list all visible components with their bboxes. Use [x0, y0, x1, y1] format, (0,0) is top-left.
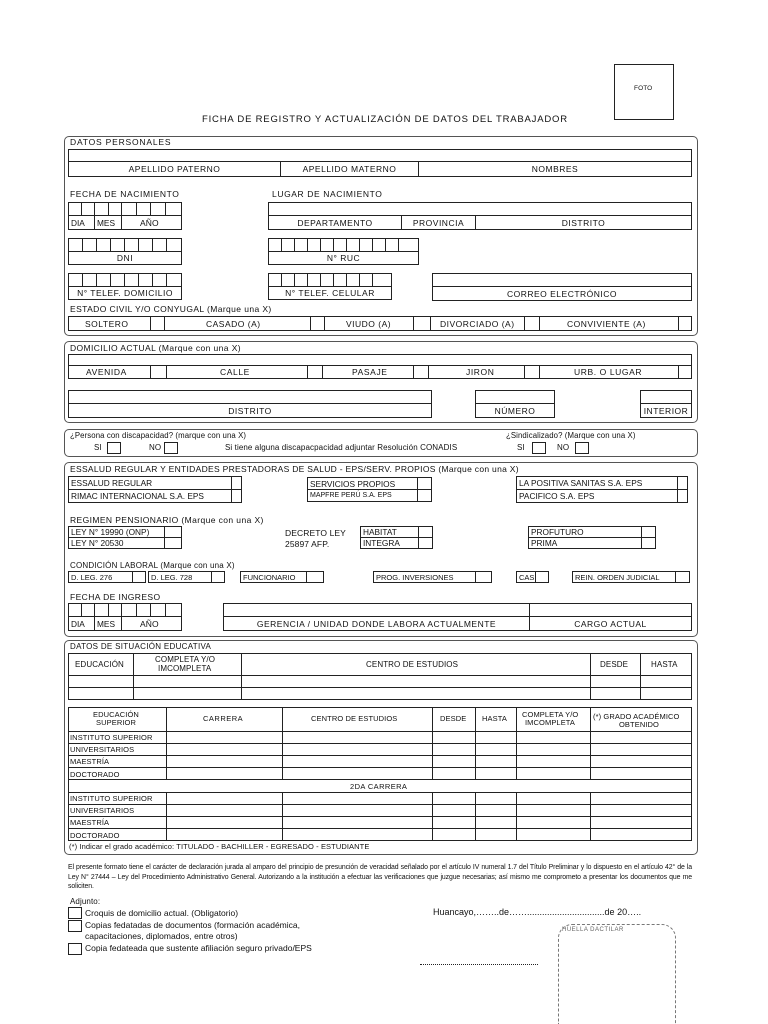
- calle-label: CALLE: [220, 367, 250, 377]
- row-doctorado: DOCTORADO: [70, 770, 120, 779]
- estado-civil-label: ESTADO CIVIL Y/O CONYUGAL (Marque una X): [70, 304, 272, 314]
- laboral-title: CONDICIÓN LABORAL (Marque con una X): [70, 561, 235, 570]
- sup-hasta-header: HASTA: [482, 714, 507, 723]
- adjunto-title: Adjunto:: [70, 897, 101, 906]
- grado-footnote: (*) Indicar el grado académico: TITULADO - BACHILLER - EGRESADO - ESTUDIANTE: [69, 842, 370, 851]
- eps-checkbox[interactable]: [68, 943, 82, 955]
- declaracion-text: El presente formato tiene el carácter de declaración jurada al amparo del principio de presunción de veracidad señalado por el artículo IV numeral 1.7 del Título Preliminar y lo dispuesto en el artículo 42° de la Ley N° 27444 – Ley del Procedimiento Administrativo General. Autorizando a la institución a efectuar las verificaciones que juzgue necesarias; así mismo me comprometo a presentar los documentos que me soliciten.: [68, 864, 692, 890]
- lugar-fecha: Huancayo,……..de……...............................de 20…..: [433, 907, 642, 917]
- mapfre-checkbox[interactable]: [417, 489, 432, 502]
- sindicalizado-question: ¿Sindicalizado? (Marque con una X): [506, 431, 636, 440]
- sindicalizado-no-label: NO: [557, 443, 570, 452]
- funcionario-checkbox[interactable]: [306, 571, 324, 583]
- eps-label: Copia fedateada que sustente afiliación seguro privado/EPS: [85, 943, 312, 953]
- integra-checkbox[interactable]: [418, 537, 433, 549]
- lugar-nacimiento-label: LUGAR DE NACIMIENTO: [272, 189, 383, 199]
- prima-label: PRIMA: [528, 537, 642, 549]
- discapacidad-no-label: NO: [149, 443, 162, 452]
- ley20530-checkbox[interactable]: [164, 537, 182, 549]
- essalud-checkbox[interactable]: [231, 476, 242, 490]
- provincia-label: PROVINCIA: [401, 215, 476, 230]
- correo-input[interactable]: [432, 273, 692, 287]
- sup-desde-header: DESDE: [440, 714, 467, 723]
- prog-checkbox[interactable]: [475, 571, 492, 583]
- discapacidad-si-checkbox[interactable]: [107, 442, 121, 454]
- profuturo-label: PROFUTURO: [528, 526, 642, 538]
- decreto-label-2: 25897 AFP.: [285, 539, 330, 549]
- cas-checkbox[interactable]: [535, 571, 549, 583]
- huella-label: HUELLA DACTILAR: [562, 927, 624, 933]
- discapacidad-question: ¿Persona con discapacidad? (marque con una X): [70, 431, 247, 440]
- cargo-label: CARGO ACTUAL: [529, 616, 692, 631]
- ley20530-label: LEY N° 20530: [68, 537, 165, 549]
- essalud-label: ESSALUD REGULAR: [68, 476, 232, 490]
- row2-maestria: MAESTRÍA: [70, 818, 110, 827]
- hasta-header: HASTA: [651, 660, 678, 669]
- row2-instituto: INSTITUTO SUPERIOR: [70, 794, 153, 803]
- domicilio-distrito-label: DISTRITO: [68, 403, 432, 418]
- avenida-label: AVENIDA: [86, 367, 127, 377]
- funcionario-label: FUNCIONARIO: [240, 571, 307, 583]
- habitat-label: HABITAT: [360, 526, 419, 538]
- section-personal-title: DATOS PERSONALES: [70, 137, 172, 147]
- edu-sup-header-1: EDUCACIÓN: [93, 710, 139, 719]
- discapacidad-note: Si tiene alguna discapacpacidad adjuntar Resolución CONADIS: [225, 443, 458, 452]
- nombres-label: NOMBRES: [418, 161, 692, 177]
- telef-celular-label: N° TELEF. CELULAR: [268, 286, 392, 300]
- interior-label: INTERIOR: [640, 403, 692, 418]
- ingreso-anio-label: AÑO: [140, 619, 159, 629]
- rein-checkbox[interactable]: [675, 571, 690, 583]
- photo-label: FOTO: [634, 85, 653, 92]
- dleg728-label: D. LEG. 728: [148, 571, 212, 583]
- positiva-label: LA POSITIVA SANITAS S.A. EPS: [516, 476, 678, 490]
- copias-checkbox[interactable]: [68, 920, 82, 932]
- segunda-carrera-label: 2DA CARRERA: [350, 782, 408, 791]
- copias-label: Copias fedatadas de documentos (formación académica,: [85, 920, 300, 930]
- edu-superior-table: [68, 707, 692, 841]
- sindicalizado-si-label: SI: [517, 443, 525, 452]
- ley19990-label: LEY N° 19990 (ONP): [68, 526, 165, 538]
- correo-label: CORREO ELECTRÓNICO: [432, 286, 692, 301]
- pacifico-label: PACIFICO S.A. EPS: [516, 489, 678, 503]
- dleg276-label: D. LEG. 276: [68, 571, 133, 583]
- ingreso-title: FECHA DE INGRESO: [70, 592, 161, 602]
- croquis-checkbox[interactable]: [68, 907, 82, 919]
- row-instituto: INSTITUTO SUPERIOR: [70, 733, 153, 742]
- huella-box: [558, 924, 676, 1024]
- apellido-materno-label: APELLIDO MATERNO: [280, 161, 419, 177]
- grado-header-2: OBTENIDO: [619, 720, 659, 729]
- mes-label: MES: [94, 215, 122, 230]
- sup-completa-header-1: COMPLETA Y/O: [522, 710, 579, 719]
- discapacidad-no-checkbox[interactable]: [164, 442, 178, 454]
- copias-label-2: capacitaciones, diplomados, entre otros): [85, 931, 238, 941]
- prog-label: PROG. INVERSIONES: [373, 571, 476, 583]
- section-domicilio-title: DOMICILIO ACTUAL (Marque con una X): [70, 343, 241, 353]
- dni-input[interactable]: [68, 238, 182, 252]
- prima-checkbox[interactable]: [641, 537, 656, 549]
- gerencia-label: GERENCIA / UNIDAD DONDE LABORA ACTUALMENTE: [223, 616, 530, 631]
- croquis-label: Croquis de domicilio actual. (Obligatorio): [85, 908, 239, 918]
- apellido-paterno-label: APELLIDO PATERNO: [68, 161, 281, 177]
- viudo-label: VIUDO (A): [346, 319, 392, 329]
- jiron-label: JIRON: [466, 367, 495, 377]
- desde-header: DESDE: [600, 660, 629, 669]
- departamento-label: DEPARTAMENTO: [268, 215, 402, 230]
- numero-input[interactable]: [475, 390, 555, 404]
- sindicalizado-no-checkbox[interactable]: [575, 442, 589, 454]
- educacion-header: EDUCACIÓN: [75, 660, 124, 669]
- ingreso-dia-label: DIA: [68, 616, 95, 631]
- rein-label: REIN. ORDEN JUDICIAL: [572, 571, 676, 583]
- gerencia-cargo-input[interactable]: [223, 603, 692, 617]
- urb-label: URB. O LUGAR: [574, 367, 643, 377]
- rimac-label: RIMAC INTERNACIONAL S.A. EPS: [68, 489, 232, 503]
- telef-domicilio-input[interactable]: [68, 273, 182, 287]
- integra-label: INTEGRA: [360, 537, 419, 549]
- sindicalizado-si-checkbox[interactable]: [532, 442, 546, 454]
- mapfre-label: MAPFRE PERÚ S.A. EPS: [307, 489, 418, 502]
- numero-label: NÚMERO: [475, 403, 555, 418]
- sup-centro-header: CENTRO DE ESTUDIOS: [311, 714, 398, 723]
- section-salud-title: ESSALUD REGULAR Y ENTIDADES PRESTADORAS DE SALUD - EPS/SERV. PROPIOS (Marque con una X): [70, 464, 519, 474]
- carrera-header: CARRERA: [203, 714, 244, 723]
- fecha-nacimiento-label: FECHA DE NACIMIENTO: [70, 189, 180, 199]
- pension-title: REGIMEN PENSIONARIO (Marque con una X): [70, 515, 264, 525]
- soltero-label: SOLTERO: [85, 319, 129, 329]
- pasaje-label: PASAJE: [352, 367, 388, 377]
- row-universitarios: UNIVERSITARIOS: [70, 745, 135, 754]
- cas-label: CAS: [516, 571, 536, 583]
- row2-universitarios: UNIVERSITARIOS: [70, 806, 135, 815]
- telef-celular-input[interactable]: [268, 273, 392, 287]
- ingreso-anio-cell: [121, 616, 182, 631]
- anio-label: AÑO: [140, 218, 159, 228]
- lugar-input[interactable]: [268, 202, 692, 216]
- pacifico-checkbox[interactable]: [677, 489, 688, 503]
- dni-label: DNI: [68, 251, 182, 265]
- row2-doctorado: DOCTORADO: [70, 831, 120, 840]
- dleg276-checkbox[interactable]: [132, 571, 146, 583]
- rimac-checkbox[interactable]: [231, 489, 242, 503]
- distrito-label: DISTRITO: [475, 215, 692, 230]
- positiva-checkbox[interactable]: [677, 476, 688, 490]
- casado-label: CASADO (A): [206, 319, 261, 329]
- grado-header-1: (*) GRADO ACADÉMICO: [593, 712, 680, 721]
- photo-box: [614, 64, 674, 120]
- dleg728-checkbox[interactable]: [211, 571, 225, 583]
- decreto-label-1: DECRETO LEY: [285, 528, 346, 538]
- educativa-title: DATOS DE SITUACIÓN EDUCATIVA: [70, 642, 212, 651]
- discapacidad-si-label: SI: [94, 443, 102, 452]
- signature-line: [420, 964, 538, 965]
- completa-header-2: IMCOMPLETA: [158, 664, 212, 673]
- anio-cell: [121, 215, 182, 230]
- centro-header: CENTRO DE ESTUDIOS: [366, 660, 459, 669]
- telef-domicilio-label: N° TELEF. DOMICILIO: [68, 286, 182, 300]
- page-title: FICHA DE REGISTRO Y ACTUALIZACIÓN DE DATOS DEL TRABAJADOR: [202, 114, 568, 125]
- ruc-input[interactable]: [268, 238, 419, 252]
- row-maestria: MAESTRÍA: [70, 757, 110, 766]
- sup-completa-header-2: IMCOMPLETA: [525, 718, 576, 727]
- servicios-label: SERVICIOS PROPIOS: [307, 477, 418, 490]
- distrito-input[interactable]: [68, 390, 432, 404]
- ingreso-mes-label: MES: [94, 616, 122, 631]
- conviviente-label: CONVIVIENTE (A): [567, 319, 646, 329]
- divorciado-label: DIVORCIADO (A): [440, 319, 515, 329]
- interior-input[interactable]: [640, 390, 692, 404]
- ruc-label: N° RUC: [268, 251, 419, 265]
- dia-label: DIA: [68, 215, 95, 230]
- edu-sup-header-2: SUPERIOR: [96, 718, 136, 727]
- completa-header-1: COMPLETA Y/O: [155, 655, 216, 664]
